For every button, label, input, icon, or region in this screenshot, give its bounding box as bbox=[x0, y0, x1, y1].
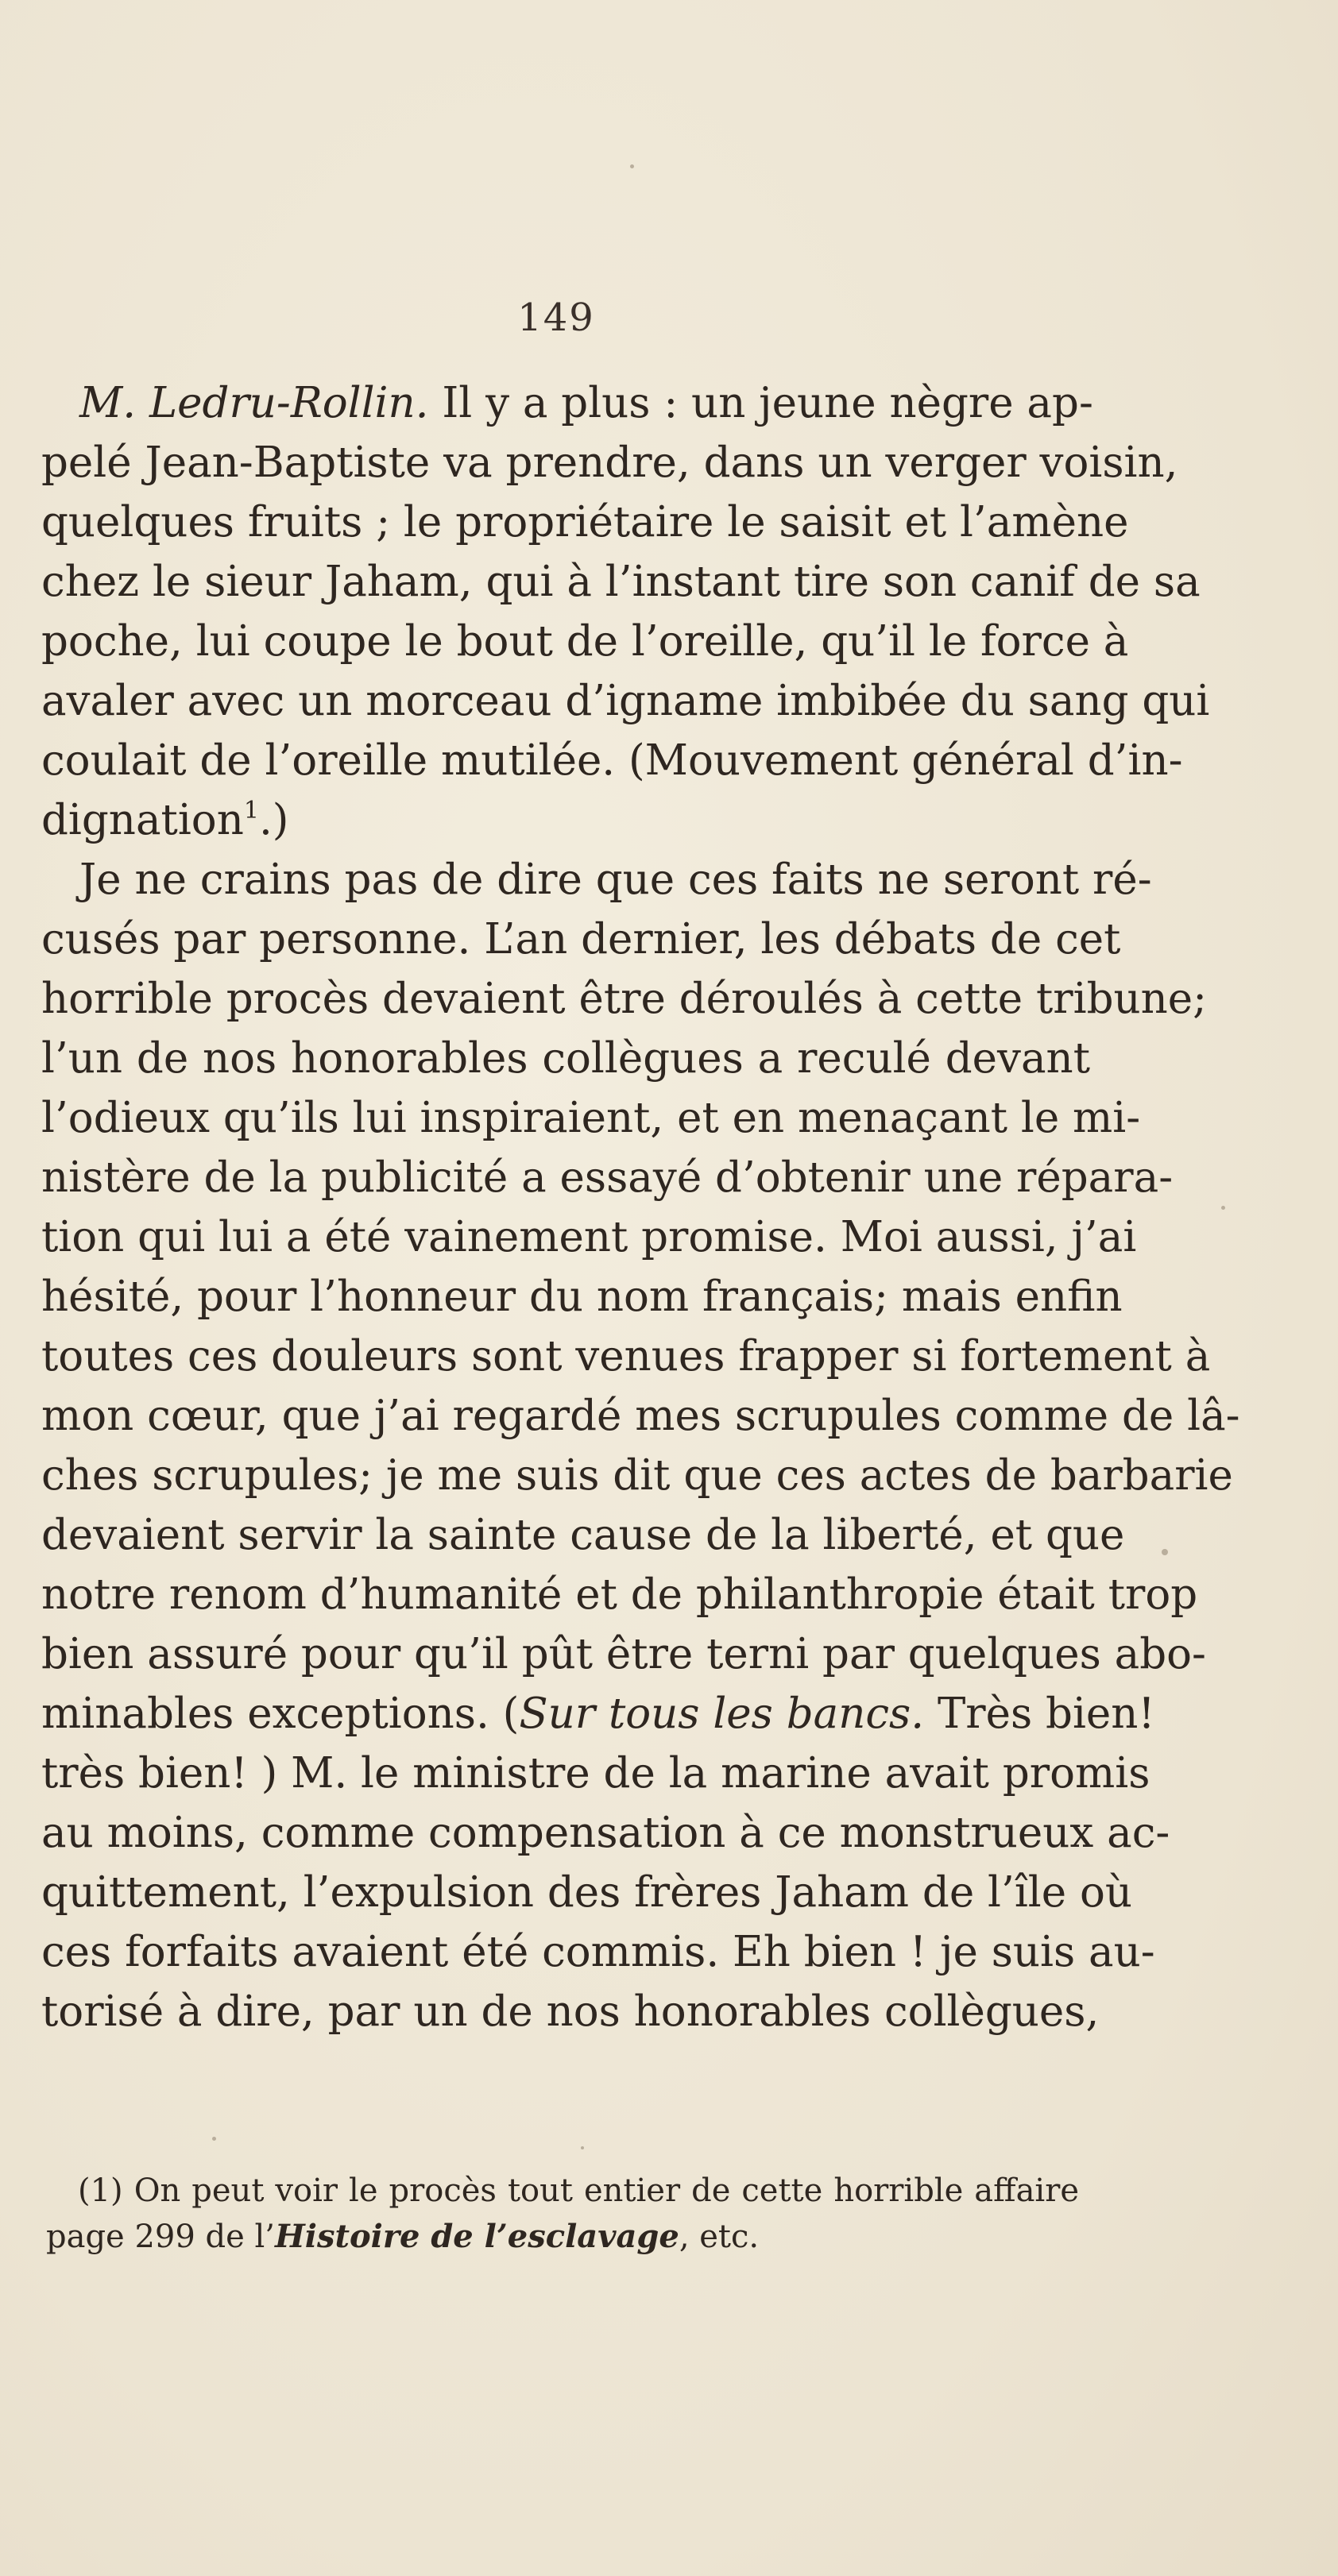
text-line: cusés par personne. L’an dernier, les débats de cet bbox=[41, 915, 1121, 964]
text-line: avaler avec un morceau d’igname imbibée du sang qui bbox=[41, 677, 1210, 725]
text-line: M. Ledru-Rollin. Il y a plus : un jeune nègre ap- bbox=[79, 379, 1093, 427]
text-line: poche, lui coupe le bout de l’oreille, qu’il le force à bbox=[41, 617, 1129, 666]
text-line: Je ne crains pas de dire que ces faits ne seront ré- bbox=[79, 855, 1152, 904]
text-line: quittement, l’expulsion des frères Jaham de l’île où bbox=[41, 1868, 1133, 1917]
text-line: horrible procès devaient être déroulés à cette tribune; bbox=[41, 975, 1207, 1023]
stage-direction: Sur tous les bancs. bbox=[519, 1690, 925, 1738]
text-line: l’odieux qu’ils lui inspiraient, et en menaçant le mi- bbox=[41, 1094, 1141, 1142]
text-line: minables exceptions. (Sur tous les bancs. Très bien! bbox=[41, 1690, 1155, 1738]
footnote-marker: (1) bbox=[78, 2172, 123, 2209]
text-line: mon cœur, que j’ai regardé mes scrupules comme de lâ- bbox=[41, 1392, 1240, 1440]
text-line: chez le sieur Jaham, qui à l’instant tire son canif de sa bbox=[41, 558, 1201, 606]
page-number: 149 bbox=[517, 295, 595, 340]
text-line: bien assuré pour qu’il pût être terni par quelques abo- bbox=[41, 1630, 1206, 1678]
text-line: tion qui lui a été vainement promise. Moi aussi, j’ai bbox=[41, 1213, 1137, 1261]
text-line: pelé Jean-Baptiste va prendre, dans un verger voisin, bbox=[41, 438, 1178, 487]
text-line: coulait de l’oreille mutilée. (Mouvement général d’in- bbox=[41, 736, 1183, 785]
paper-speck bbox=[1162, 1549, 1168, 1555]
text-line: notre renom d’humanité et de philanthropie était trop bbox=[41, 1570, 1198, 1619]
speaker-name: M. Ledru-Rollin. bbox=[79, 379, 429, 427]
body-text bbox=[41, 373, 1240, 2041]
paper-speck bbox=[1221, 1206, 1225, 1210]
text-line: ces forfaits avaient été commis. Eh bien ! je suis au- bbox=[41, 1928, 1155, 1976]
text-line: devaient servir la sainte cause de la liberté, et que bbox=[41, 1511, 1125, 1559]
paper-speck bbox=[581, 2146, 584, 2149]
footnote-line: (1) On peut voir le procès tout entier de cette horrible affaire bbox=[46, 2169, 1079, 2214]
text-line: au moins, comme compensation à ce monstrueux ac- bbox=[41, 1809, 1170, 1857]
paper-speck bbox=[212, 2137, 216, 2141]
text-line: nistère de la publicité a essayé d’obtenir une répara- bbox=[41, 1153, 1174, 1202]
paper-speck bbox=[630, 164, 634, 168]
text-line: toutes ces douleurs sont venues frapper si fortement à bbox=[41, 1332, 1211, 1381]
footnote-reference: 1 bbox=[243, 797, 259, 825]
text-line: dignation$^1$.) bbox=[41, 796, 289, 844]
footnote-line: page 299 de l’Histoire de l’esclavage, etc. bbox=[46, 2218, 760, 2255]
text-line: ches scrupules; je me suis dit que ces actes de barbarie bbox=[41, 1451, 1233, 1500]
text-line: quelques fruits ; le propriétaire le saisit et l’amène bbox=[41, 498, 1129, 546]
text-line: l’un de nos honorables collègues a reculé devant bbox=[41, 1034, 1090, 1083]
text-line: torisé à dire, par un de nos honorables collègues, bbox=[41, 1987, 1100, 2036]
text-line: très bien! ) M. le ministre de la marine avait promis bbox=[41, 1749, 1150, 1798]
text-line: hésité, pour l’honneur du nom français; mais enfin bbox=[41, 1273, 1123, 1321]
book-title: Histoire de l’esclavage bbox=[275, 2218, 679, 2255]
footnote bbox=[46, 2169, 1079, 2259]
